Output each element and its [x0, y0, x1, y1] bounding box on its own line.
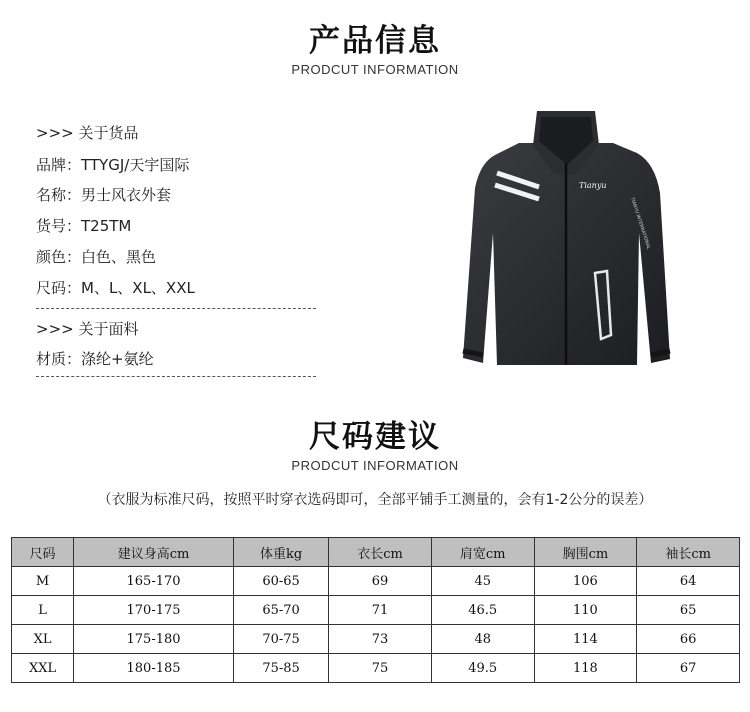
table-cell: 71 — [329, 596, 432, 625]
table-cell: 106 — [534, 567, 637, 596]
table-cell: 64 — [637, 567, 740, 596]
table-cell: 70-75 — [234, 625, 329, 654]
table-cell: M — [12, 567, 74, 596]
table-cell: L — [12, 596, 74, 625]
table-cell: 46.5 — [431, 596, 534, 625]
table-cell: 49.5 — [431, 654, 534, 683]
table-cell: 118 — [534, 654, 637, 683]
svg-text:Tianyu: Tianyu — [579, 181, 607, 190]
table-cell: 69 — [329, 567, 432, 596]
table-cell: 165-170 — [74, 567, 234, 596]
table-cell: 110 — [534, 596, 637, 625]
table-cell: 48 — [431, 625, 534, 654]
table-row — [12, 596, 740, 625]
column-header: 胸围cm — [534, 538, 637, 567]
table-header-row — [12, 538, 740, 567]
table-cell: 67 — [637, 654, 740, 683]
column-header: 肩宽cm — [431, 538, 534, 567]
size-advice-title: 尺码建议 — [309, 419, 441, 455]
divider — [36, 308, 316, 309]
fabric-info-heading: >>> 关于面料 — [36, 320, 139, 338]
material-line: 材质：涤纶+氨纶 — [36, 350, 154, 368]
size-line: 尺码：M、L、XL、XXL — [36, 279, 195, 297]
brand-line: 品牌：TTYGJ/天宇国际 — [36, 156, 190, 174]
divider — [36, 376, 316, 377]
svg-text:TIANYU INTERNATIONAL: TIANYU INTERNATIONAL — [629, 197, 651, 251]
table-cell: 75 — [329, 654, 432, 683]
column-header: 体重kg — [234, 538, 329, 567]
column-header: 建议身高cm — [74, 538, 234, 567]
product-info-subtitle: PRODCUT INFORMATION — [291, 62, 459, 77]
table-cell: 45 — [431, 567, 534, 596]
table-cell: 175-180 — [74, 625, 234, 654]
table-cell: 170-175 — [74, 596, 234, 625]
item-number-line: 货号：T25TM — [36, 217, 132, 235]
column-header: 袖长cm — [637, 538, 740, 567]
table-row — [12, 625, 740, 654]
table-cell: 180-185 — [74, 654, 234, 683]
product-info-title: 产品信息 — [309, 23, 441, 59]
size-table — [11, 537, 740, 683]
table-cell: 73 — [329, 625, 432, 654]
table-cell: 75-85 — [234, 654, 329, 683]
column-header: 尺码 — [12, 538, 74, 567]
color-line: 颜色：白色、黑色 — [36, 248, 157, 266]
name-line: 名称：男士风衣外套 — [36, 186, 172, 204]
table-row — [12, 567, 740, 596]
table-cell: XXL — [12, 654, 74, 683]
size-advice-subtitle: PRODCUT INFORMATION — [291, 458, 459, 473]
table-cell: 65-70 — [234, 596, 329, 625]
table-row — [12, 654, 740, 683]
goods-info-heading: >>> 关于货品 — [36, 124, 139, 142]
jacket-image — [455, 103, 680, 375]
table-cell: XL — [12, 625, 74, 654]
table-cell: 114 — [534, 625, 637, 654]
table-cell: 66 — [637, 625, 740, 654]
measurement-note: （衣服为标准尺码，按照平时穿衣选码即可，全部平铺手工测量的，会有1-2公分的误差） — [97, 492, 653, 508]
table-cell: 60-65 — [234, 567, 329, 596]
table-cell: 65 — [637, 596, 740, 625]
column-header: 衣长cm — [329, 538, 432, 567]
